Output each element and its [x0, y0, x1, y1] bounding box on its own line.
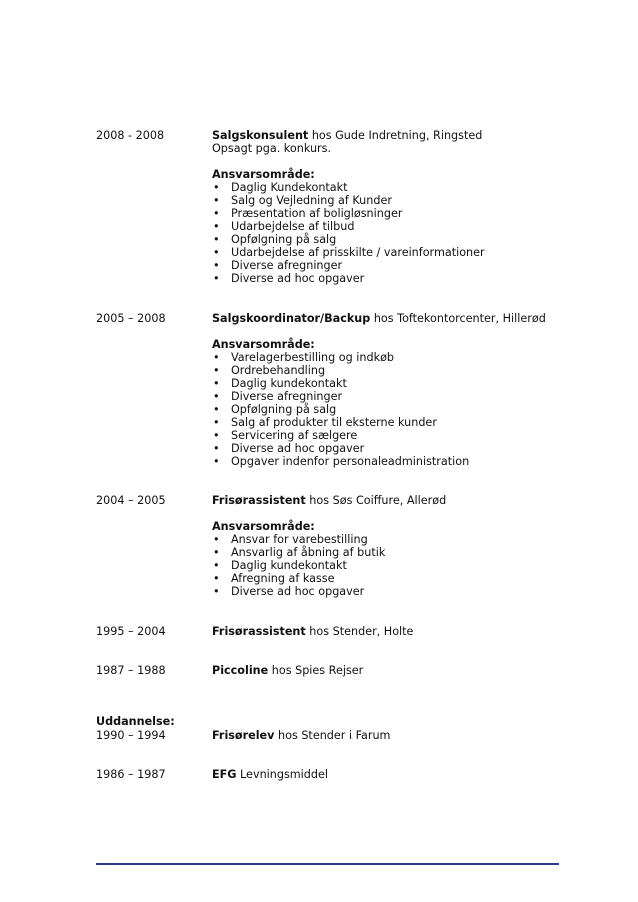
entry-heading-line: [212, 664, 564, 677]
bullet-icon: •: [213, 246, 220, 259]
responsibility-heading: Ansvarsområde:: [212, 520, 315, 533]
entry-period: 2004 – 2005: [96, 494, 166, 507]
list-item: • Daglig kundekontakt: [213, 377, 347, 390]
responsibility-list: [212, 181, 564, 285]
job-title: Salgskonsulent: [212, 129, 309, 142]
education-heading: Uddannelse:: [96, 715, 175, 728]
list-item: • Opfølgning på salg: [213, 233, 337, 246]
footer-rule: [96, 863, 559, 865]
bullet-icon: •: [213, 259, 220, 272]
list-item: • Udarbejdelse af tilbud: [213, 220, 355, 233]
bullet-icon: •: [213, 207, 220, 220]
job-title: Frisørassistent: [212, 494, 306, 507]
list-item: • Diverse ad hoc opgaver: [213, 585, 365, 598]
job-title: Salgskoordinator/Backup: [212, 312, 371, 325]
bullet-icon: •: [213, 377, 220, 390]
responsibility-list: [212, 533, 564, 598]
list-item: • Ordrebehandling: [213, 364, 326, 377]
entry-heading-line: [212, 768, 564, 781]
bullet-icon: •: [213, 364, 220, 377]
entry-period: 1987 – 1988: [96, 664, 166, 677]
responsibility-heading: Ansvarsområde:: [212, 338, 315, 351]
entry-heading-line: [212, 494, 564, 507]
bullet-icon: •: [213, 559, 220, 572]
list-item: • Diverse ad hoc opgaver: [213, 442, 365, 455]
entry-heading-line: [212, 729, 564, 742]
list-item: • Servicering af sælgere: [213, 429, 358, 442]
bullet-icon: •: [213, 233, 220, 246]
bullet-icon: •: [213, 416, 220, 429]
list-item: • Opgaver indenfor personaleadministration: [213, 455, 470, 468]
list-item: • Daglig Kundekontakt: [213, 181, 348, 194]
list-item: • Salg af produkter til eksterne kunder: [213, 416, 437, 429]
entry-heading-line: [212, 625, 564, 638]
entry-content: [212, 312, 564, 468]
education-title: EFG: [212, 768, 237, 781]
entry-heading-line: [212, 129, 564, 142]
employer: hos Toftekontorcenter, Hillerød: [370, 312, 546, 325]
bullet-icon: •: [213, 585, 220, 598]
entry-content: [212, 768, 564, 781]
list-item: • Præsentation af boligløsninger: [213, 207, 403, 220]
school: Levningsmiddel: [236, 768, 328, 781]
bullet-icon: •: [213, 403, 220, 416]
list-item: • Opfølgning på salg: [213, 403, 337, 416]
list-item: • Diverse ad hoc opgaver: [213, 272, 365, 285]
entry-content: [212, 664, 564, 677]
employer: hos Gude Indretning, Ringsted: [308, 129, 483, 142]
job-title: Piccoline: [212, 664, 269, 677]
bullet-icon: •: [213, 442, 220, 455]
entry-content: [212, 625, 564, 638]
entry-period: 1986 – 1987: [96, 768, 166, 781]
list-item: • Daglig kundekontakt: [213, 559, 347, 572]
bullet-icon: •: [213, 181, 220, 194]
bullet-icon: •: [213, 533, 220, 546]
bullet-icon: •: [213, 351, 220, 364]
bullet-icon: •: [213, 272, 220, 285]
bullet-icon: •: [213, 390, 220, 403]
entry-note: Opsagt pga. konkurs.: [212, 142, 332, 155]
entry-heading-line: [212, 312, 564, 325]
list-item: • Ansvarlig af åbning af butik: [213, 546, 386, 559]
responsibility-heading: Ansvarsområde:: [212, 168, 315, 181]
job-title: Frisørassistent: [212, 625, 306, 638]
entry-period: 2005 – 2008: [96, 312, 166, 325]
list-item: • Varelagerbestilling og indkøb: [213, 351, 395, 364]
list-item: • Salg og Vejledning af Kunder: [213, 194, 392, 207]
list-item: • Diverse afregninger: [213, 390, 343, 403]
employer: hos Søs Coiffure, Allerød: [305, 494, 447, 507]
education-title: Frisørelev: [212, 729, 275, 742]
list-item: • Afregning af kasse: [213, 572, 335, 585]
bullet-icon: •: [213, 194, 220, 207]
bullet-icon: •: [213, 455, 220, 468]
bullet-icon: •: [213, 572, 220, 585]
responsibility-list: [212, 351, 564, 468]
school: hos Stender i Farum: [274, 729, 391, 742]
employer: hos Spies Rejser: [268, 664, 364, 677]
bullet-icon: •: [213, 220, 220, 233]
list-item: • Ansvar for varebestilling: [213, 533, 368, 546]
entry-period: 1995 – 2004: [96, 625, 166, 638]
entry-period: 1990 – 1994: [96, 729, 166, 742]
list-item: • Udarbejdelse af prisskilte / vareinformationer: [213, 246, 485, 259]
entry-content: [212, 729, 564, 742]
bullet-icon: •: [213, 546, 220, 559]
entry-period: 2008 - 2008: [96, 129, 165, 142]
employer: hos Stender, Holte: [305, 625, 414, 638]
bullet-icon: •: [213, 429, 220, 442]
entry-content: [212, 129, 564, 285]
list-item: • Diverse afregninger: [213, 259, 343, 272]
entry-content: [212, 494, 564, 598]
